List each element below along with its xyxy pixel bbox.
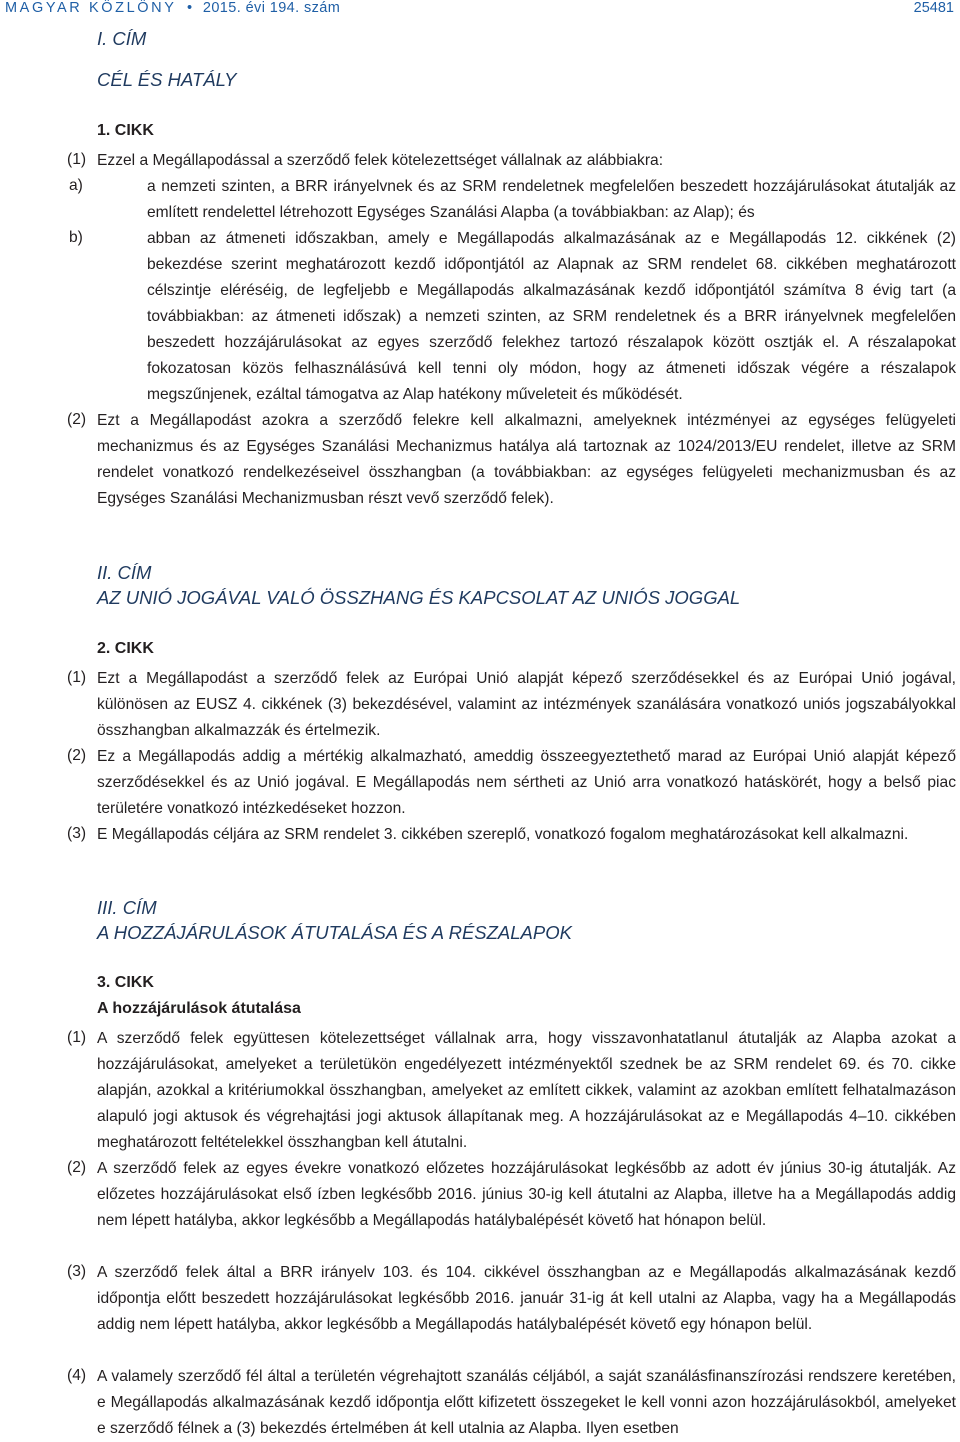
list-item-text: a nemzeti szinten, a BRR irányelvnek és az SRM rendeletnek megfelelően beszedett hozzájárulásokat átutalják az említett rendelettel létrehozott Egységes Szanálási Alapba (a továbbiakban: az Alap); és bbox=[147, 178, 956, 221]
paragraph-number: (2) bbox=[67, 747, 87, 764]
paragraph-number: (3) bbox=[67, 1263, 87, 1280]
paragraph-number: (1) bbox=[67, 669, 87, 686]
article-heading: 3. CIKK bbox=[97, 974, 154, 991]
paragraph-number: (1) bbox=[67, 151, 87, 168]
issue-label: 2015. évi 194. szám bbox=[202, 0, 341, 16]
article-heading: 1. CIKK bbox=[97, 122, 154, 139]
paragraph-text: Ezt a Megállapodást azokra a szerződő felekre kell alkalmazni, amelyeknek intézményei az egységes felügyeleti mechanizmus és az Egységes Szanálási Mechanizmus hatálya alá tartoznak az 1024/2013/EU rendelet, illetve az SRM rendelet vonatkozó rendelkezéseivel összhangban (a továbbiakban: az egységes felügyeleti mechanizmusban és az Egységes Szanálási Mechanizmusban részt vevő szerződő felek). bbox=[97, 412, 956, 507]
running-header bbox=[5, 0, 340, 16]
paragraph-text: Ez a Megállapodás addig a mértékig alkalmazható, ameddig összeegyeztethető marad az Európai Unió alapját képező szerződésekkel és az Unió jogával. E Megállapodás nem sértheti az Unió arra vonatkozó hatáskörét, hogy a belső piac területére vonatkozó intézkedéseket hozzon. bbox=[97, 748, 956, 817]
paragraph-text: A szerződő felek együttesen kötelezettséget vállalnak arra, hogy visszavonhatatlanul átutalják az Alapba azokat a hozzájárulásokat, amelyeket a területükön engedélyezett intézményektől szednek be az SRM rendelet 69. és 70. cikke alapján, azokkal a kritériumokkal összhangban, amelyeket az említett cikkek, valamint az azokban említett felhatalmazáson alapuló jogi aktusok és végrehajtási jogi aktusok állapítanak meg. A hozzájárulásokat az e Megállapodás 4–10. cikkében meghatározott feltételekkel összhangban kell átutalni. bbox=[97, 1030, 956, 1151]
article-subheading: A hozzájárulások átutalása bbox=[97, 1000, 301, 1017]
paragraph-text: A szerződő felek által a BRR irányelv 103. és 104. cikkével összhangban az e Megállapodás alkalmazásának kezdő időpontja előtt beszedett hozzájárulásokat legkésőbb 2016. január 31-ig át kell utalni az Alapba, vagy ha a Megállapodás addig nem lépett hatályba, akkor legkésőbb a Megállapodás hatálybalépését követő egy hónapon belül. bbox=[97, 1264, 956, 1333]
paragraph-number: (2) bbox=[67, 1159, 87, 1176]
list-label: a) bbox=[69, 177, 83, 194]
journal-name: MAGYAR KÖZLÖNY bbox=[5, 0, 177, 16]
paragraph-text: E Megállapodás céljára az SRM rendelet 3. cikkében szereplő, vonatkozó fogalom meghatározásokat kell alkalmazni. bbox=[97, 826, 909, 843]
paragraph-number: (4) bbox=[67, 1367, 87, 1384]
article-heading: 2. CIKK bbox=[97, 640, 154, 657]
title-text: AZ UNIÓ JOGÁVAL VALÓ ÖSSZHANG ÉS KAPCSOLAT AZ UNIÓS JOGGAL bbox=[97, 587, 741, 608]
paragraph-number: (2) bbox=[67, 411, 87, 428]
title-text: CÉL ÉS HATÁLY bbox=[97, 69, 237, 90]
list-item-text: abban az átmeneti időszakban, amely e Megállapodás alkalmazásának az e Megállapodás 12. cikkének (2) bekezdése szerint meghatározott kezdő időpontjától az Alapnak az SRM rendelet 68. cikkében meghatározott célszintje eléréséig, de legfeljebb e Megállapodás alkalmazásának kezdő időpontjától számítva 8 évig tart (a továbbiakban: az átmeneti időszak) a nemzeti szinten, az SRM rendeletnek és a BRR irányelvnek megfelelően beszedett hozzájárulásokat az egyes szerződő felekhez tartozó részalapok között osztják el. A részalapokat fokozatosan közös felhasználásúvá kell tenni oly módon, hogy az átmeneti időszak végére a részalapok megszűnjenek, ezáltal támogatva az Alap hatékony műveleteit és működését. bbox=[147, 230, 956, 403]
paragraph-text: Ezzel a Megállapodással a szerződő felek kötelezettséget vállalnak az alábbiakra: bbox=[97, 152, 664, 169]
title-number: III. CÍM bbox=[97, 897, 157, 918]
title-text: A HOZZÁJÁRULÁSOK ÁTUTALÁSA ÉS A RÉSZALAPOK bbox=[97, 922, 572, 943]
paragraph-number: (1) bbox=[67, 1029, 87, 1046]
paragraph-number: (3) bbox=[67, 825, 87, 842]
header-bullet: • bbox=[186, 0, 193, 16]
page-number: 25481 bbox=[913, 0, 954, 16]
title-number: I. CÍM bbox=[97, 28, 147, 49]
paragraph-text: Ezt a Megállapodást a szerződő felek az Európai Unió alapját képező szerződésekkel és az Európai Unió jogával, különösen az EUSZ 4. cikkének (3) bekezdésével, valamint az intézmények szanálására vonatkozó uniós jogszabályokkal összhangban alkalmazzák és értelmezik. bbox=[97, 670, 956, 739]
list-label: b) bbox=[69, 229, 83, 246]
paragraph-text: A valamely szerződő fél által a területén végrehajtott szanálás céljából, a saját szanálásfinanszírozási rendszere keretében, e Megállapodás alkalmazásának kezdő időpontja előtt kifizetett összegeket le kell vonni azon hozzájárulásokból, amelyeket e szerződő félnek a (3) bekezdés értelmében át kell utalnia az Alapba. Ilyen esetben bbox=[97, 1368, 956, 1437]
title-number: II. CÍM bbox=[97, 562, 152, 583]
paragraph-text: A szerződő felek az egyes évekre vonatkozó előzetes hozzájárulásokat legkésőbb az adott év június 30-ig átutalják. Az előzetes hozzájárulásokat első ízben legkésőbb 2016. június 30-ig kell átutalni az Alapba, illetve ha a Megállapodás addig nem lépett hatályba, akkor legkésőbb a Megállapodás hatálybalépését követő hat hónapon belül. bbox=[97, 1160, 956, 1229]
